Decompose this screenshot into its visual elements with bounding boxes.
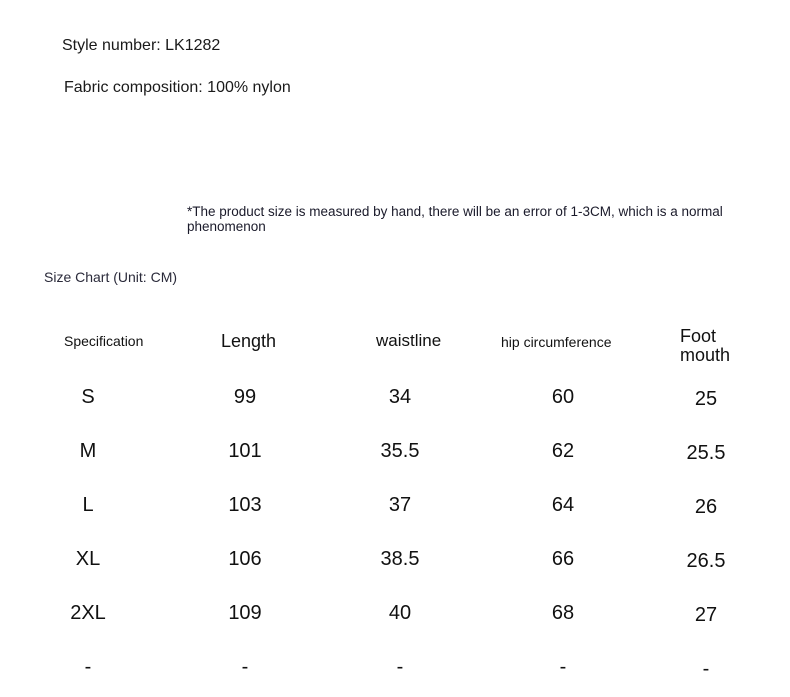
header-foot-line1: Foot	[680, 326, 717, 346]
cell-foot: 26	[694, 496, 718, 518]
cell-length: 109	[228, 602, 262, 624]
cell-foot: 27	[694, 604, 718, 626]
cell-hip: 66	[551, 548, 575, 570]
style-number: Style number: LK1282	[62, 37, 221, 54]
measurement-note: *The product size is measured by hand, there will be an error of 1-3CM, which is a normal phenomenon	[187, 204, 723, 234]
cell-length: 101	[228, 440, 262, 462]
cell-waist: 37	[388, 494, 412, 516]
header-specification: Specification	[64, 333, 144, 349]
cell-foot: 26.5	[686, 550, 726, 572]
cell-foot: -	[702, 658, 710, 680]
cell-foot: 25.5	[686, 442, 726, 464]
cell-length: 103	[228, 494, 262, 516]
cell-hip: 62	[551, 440, 575, 462]
cell-size: 2XL	[70, 602, 106, 624]
cell-waist: 38.5	[380, 548, 420, 570]
cell-length: -	[241, 656, 249, 678]
cell-size: S	[81, 386, 95, 408]
cell-size: XL	[75, 548, 101, 570]
cell-waist: 35.5	[380, 440, 420, 462]
cell-size: -	[84, 656, 92, 678]
cell-hip: 68	[551, 602, 575, 624]
cell-waist: -	[396, 656, 404, 678]
cell-waist: 40	[388, 602, 412, 624]
size-chart-title: Size Chart (Unit: CM)	[44, 269, 178, 285]
cell-hip: 64	[551, 494, 575, 516]
cell-waist: 34	[388, 386, 412, 408]
cell-length: 99	[233, 386, 257, 408]
header-length: Length	[221, 331, 277, 351]
header-waistline: waistline	[376, 331, 442, 350]
cell-hip: 60	[551, 386, 575, 408]
cell-length: 106	[228, 548, 262, 570]
fabric-composition: Fabric composition: 100% nylon	[64, 79, 291, 96]
header-foot-mouth	[680, 327, 760, 365]
cell-hip: -	[559, 656, 567, 678]
cell-size: L	[82, 494, 94, 516]
cell-foot: 25	[694, 388, 718, 410]
header-hip-circumference: hip circumference	[501, 334, 612, 350]
cell-size: M	[79, 440, 97, 462]
header-foot-line2: mouth	[680, 345, 731, 365]
